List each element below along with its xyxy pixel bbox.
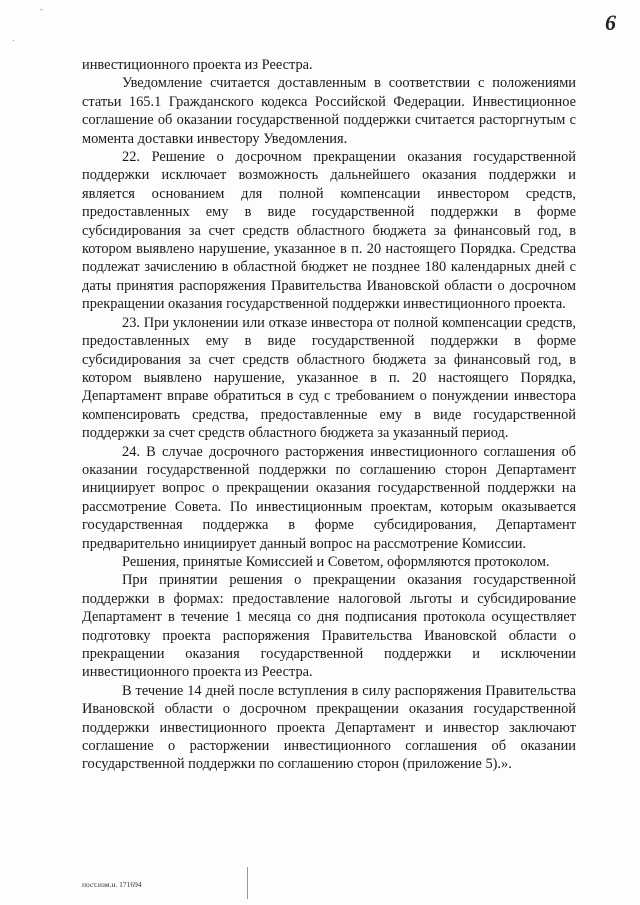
paragraph: Решения, принятые Комиссией и Советом, оформляются протоколом. [122,553,550,570]
paragraph: 23. При уклонении или отказе инвестора от полной компенсации средств, предоставленных ему в виде государственной поддержки в форме субсидирования за счет средств областного бюджета за финансовый год, в котором выявлено нарушение, указанное в п. 20 настоящего Порядка, Департамент вправе обратиться в суд с требованием о понуждении инвестора компенсировать средства, предоставленные ему в виде государственной поддержки за счет средств областного бюджета за указанный период. [82,314,576,442]
scan-artifact: - [40,5,43,14]
scan-margin-line [247,867,248,899]
scan-artifact: · [12,36,15,45]
document-body [82,56,576,774]
paragraph: 22. Решение о досрочном прекращении оказания государственной поддержки исключает возможность дальнейшего оказания поддержки и является основанием для полной компенсации инвестором средств, предоставленных ему в виде государственной поддержки в форме субсидирования за счет средств областного бюджета за финансовый год, в котором выявлено нарушение, указанное в п. 20 настоящего Порядка. Средства подлежат зачислению в областной бюджет не позднее 180 календарных дней с даты принятия распоряжения Правительства Ивановской области о досрочном прекращении оказания государственной поддержки инвестиционного проекта. [82,149,576,313]
document-code: пост.изм.н. 171694 [82,880,142,889]
paragraph: Уведомление считается доставленным в соответствии с положениями статьи 165.1 Гражданского кодекса Российской Федерации. Инвестиционное соглашение об оказании государственной поддержки считается расторгнутым с момента доставки инвестору Уведомления. [82,75,576,147]
paragraph: В течение 14 дней после вступления в силу распоряжения Правительства Ивановской области о досрочном прекращении оказания государственной поддержки инвестиционного проекта Департамент и инвестор заключают соглашение о расторжении инвестиционного соглашения об оказании государственной поддержки по соглашению сторон (приложение 5).». [82,682,576,773]
page-number: 6 [605,10,616,35]
paragraph: 24. В случае досрочного расторжения инвестиционного соглашения об оказании государственной поддержки по соглашению сторон Департамент инициирует вопрос о прекращении оказания государственной поддержки на рассмотрение Совета. По инвестиционным проектам, которым оказывается государственная поддержка в форме субсидирования, Департамент предварительно инициирует данный вопрос на рассмотрение Комиссии. [82,443,576,552]
paragraph: При принятии решения о прекращении оказания государственной поддержки в формах: предоставление налоговой льготы и субсидирование Департамент в течение 1 месяца со дня подписания протокола осуществляет подготовку проекта распоряжения Правительства Ивановской области о прекращении оказания государственной поддержки и исключении инвестиционного проекта из Реестра. [82,572,576,681]
paragraph: инвестиционного проекта из Реестра. [82,57,313,73]
